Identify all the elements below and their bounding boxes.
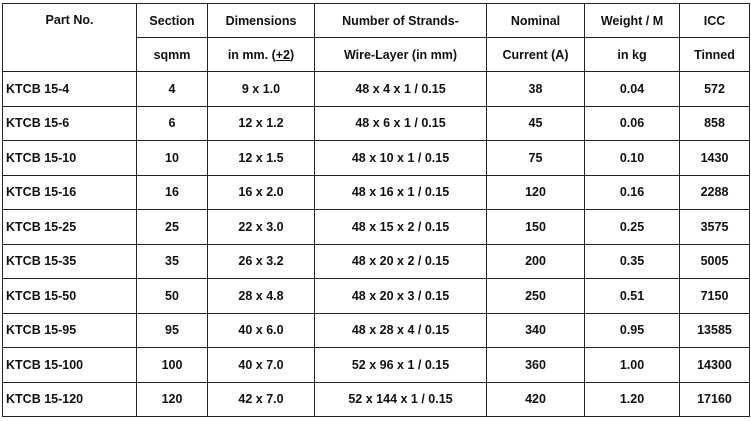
part-number: KTCB 15-120 [3,382,137,417]
header-icc-tinned: Tinned [680,38,750,72]
current-value: 360 [487,348,585,383]
dimensions-value: 22 x 3.0 [208,210,315,245]
dimensions-value: 40 x 6.0 [208,313,315,348]
section-value: 35 [137,244,208,279]
icc-value: 7150 [680,279,750,314]
dimensions-unit-prefix: in mm. ( [227,47,276,62]
strands-value: 48 x 6 x 1 / 0.15 [315,106,487,141]
icc-value: 858 [680,106,750,141]
strands-value: 48 x 28 x 4 / 0.15 [315,313,487,348]
part-number: KTCB 15-10 [3,141,137,176]
section-value: 4 [137,72,208,107]
part-number: KTCB 15-25 [3,210,137,245]
weight-value: 0.51 [585,279,680,314]
weight-value: 0.04 [585,72,680,107]
header-current: Nominal [487,4,585,38]
dimensions-value: 12 x 1.2 [208,106,315,141]
weight-value: 0.16 [585,175,680,210]
header-weight-unit: in kg [585,38,680,72]
current-value: 38 [487,72,585,107]
part-number: KTCB 15-4 [3,72,137,107]
section-value: 16 [137,175,208,210]
strands-value: 48 x 16 x 1 / 0.15 [315,175,487,210]
table-row [3,106,750,141]
icc-value: 572 [680,72,750,107]
icc-value: 17160 [680,382,750,417]
strands-value: 52 x 144 x 1 / 0.15 [315,382,487,417]
section-value: 10 [137,141,208,176]
section-value: 100 [137,348,208,383]
table-row [3,279,750,314]
icc-value: 3575 [680,210,750,245]
dimensions-tolerance: +2 [275,47,290,62]
table-row [3,348,750,383]
section-value: 95 [137,313,208,348]
header-row [3,4,750,38]
dimensions-value: 40 x 7.0 [208,348,315,383]
part-number: KTCB 15-100 [3,348,137,383]
strands-value: 48 x 10 x 1 / 0.15 [315,141,487,176]
dimensions-value: 42 x 7.0 [208,382,315,417]
icc-value: 13585 [680,313,750,348]
icc-value: 5005 [680,244,750,279]
part-number: KTCB 15-50 [3,279,137,314]
strands-value: 48 x 20 x 3 / 0.15 [315,279,487,314]
current-value: 120 [487,175,585,210]
current-value: 200 [487,244,585,279]
header-icc: ICC [680,4,750,38]
strands-value: 48 x 20 x 2 / 0.15 [315,244,487,279]
current-value: 45 [487,106,585,141]
table-row [3,313,750,348]
part-number: KTCB 15-16 [3,175,137,210]
weight-value: 0.35 [585,244,680,279]
strands-value: 52 x 96 x 1 / 0.15 [315,348,487,383]
dimensions-value: 16 x 2.0 [208,175,315,210]
weight-value: 0.06 [585,106,680,141]
dimensions-value: 12 x 1.5 [208,141,315,176]
strands-value: 48 x 15 x 2 / 0.15 [315,210,487,245]
part-number: KTCB 15-95 [3,313,137,348]
table-row [3,382,750,417]
dimensions-value: 26 x 3.2 [208,244,315,279]
table-row [3,141,750,176]
cable-spec-table [2,3,750,417]
section-value: 6 [137,106,208,141]
header-current-unit: Current (A) [487,38,585,72]
header-dimensions-unit [208,38,315,72]
current-value: 75 [487,141,585,176]
weight-value: 0.10 [585,141,680,176]
table-row [3,210,750,245]
table-row [3,175,750,210]
section-value: 50 [137,279,208,314]
part-number: KTCB 15-35 [3,244,137,279]
current-value: 150 [487,210,585,245]
part-number: KTCB 15-6 [3,106,137,141]
weight-value: 1.20 [585,382,680,417]
icc-value: 1430 [680,141,750,176]
dimensions-value: 28 x 4.8 [208,279,315,314]
current-value: 340 [487,313,585,348]
icc-value: 2288 [680,175,750,210]
current-value: 250 [487,279,585,314]
weight-value: 1.00 [585,348,680,383]
table-row [3,244,750,279]
dimensions-value: 9 x 1.0 [208,72,315,107]
current-value: 420 [487,382,585,417]
header-section-unit: sqmm [137,38,208,72]
header-section: Section [137,4,208,38]
section-value: 120 [137,382,208,417]
section-value: 25 [137,210,208,245]
header-dimensions: Dimensions [208,4,315,38]
weight-value: 0.25 [585,210,680,245]
table-row [3,72,750,107]
icc-value: 14300 [680,348,750,383]
header-strands-unit: Wire-Layer (in mm) [315,38,487,72]
header-part-no: Part No. [3,4,137,72]
dimensions-unit-suffix: ) [290,47,295,62]
header-strands: Number of Strands- [315,4,487,38]
header-weight: Weight / M [585,4,680,38]
strands-value: 48 x 4 x 1 / 0.15 [315,72,487,107]
weight-value: 0.95 [585,313,680,348]
